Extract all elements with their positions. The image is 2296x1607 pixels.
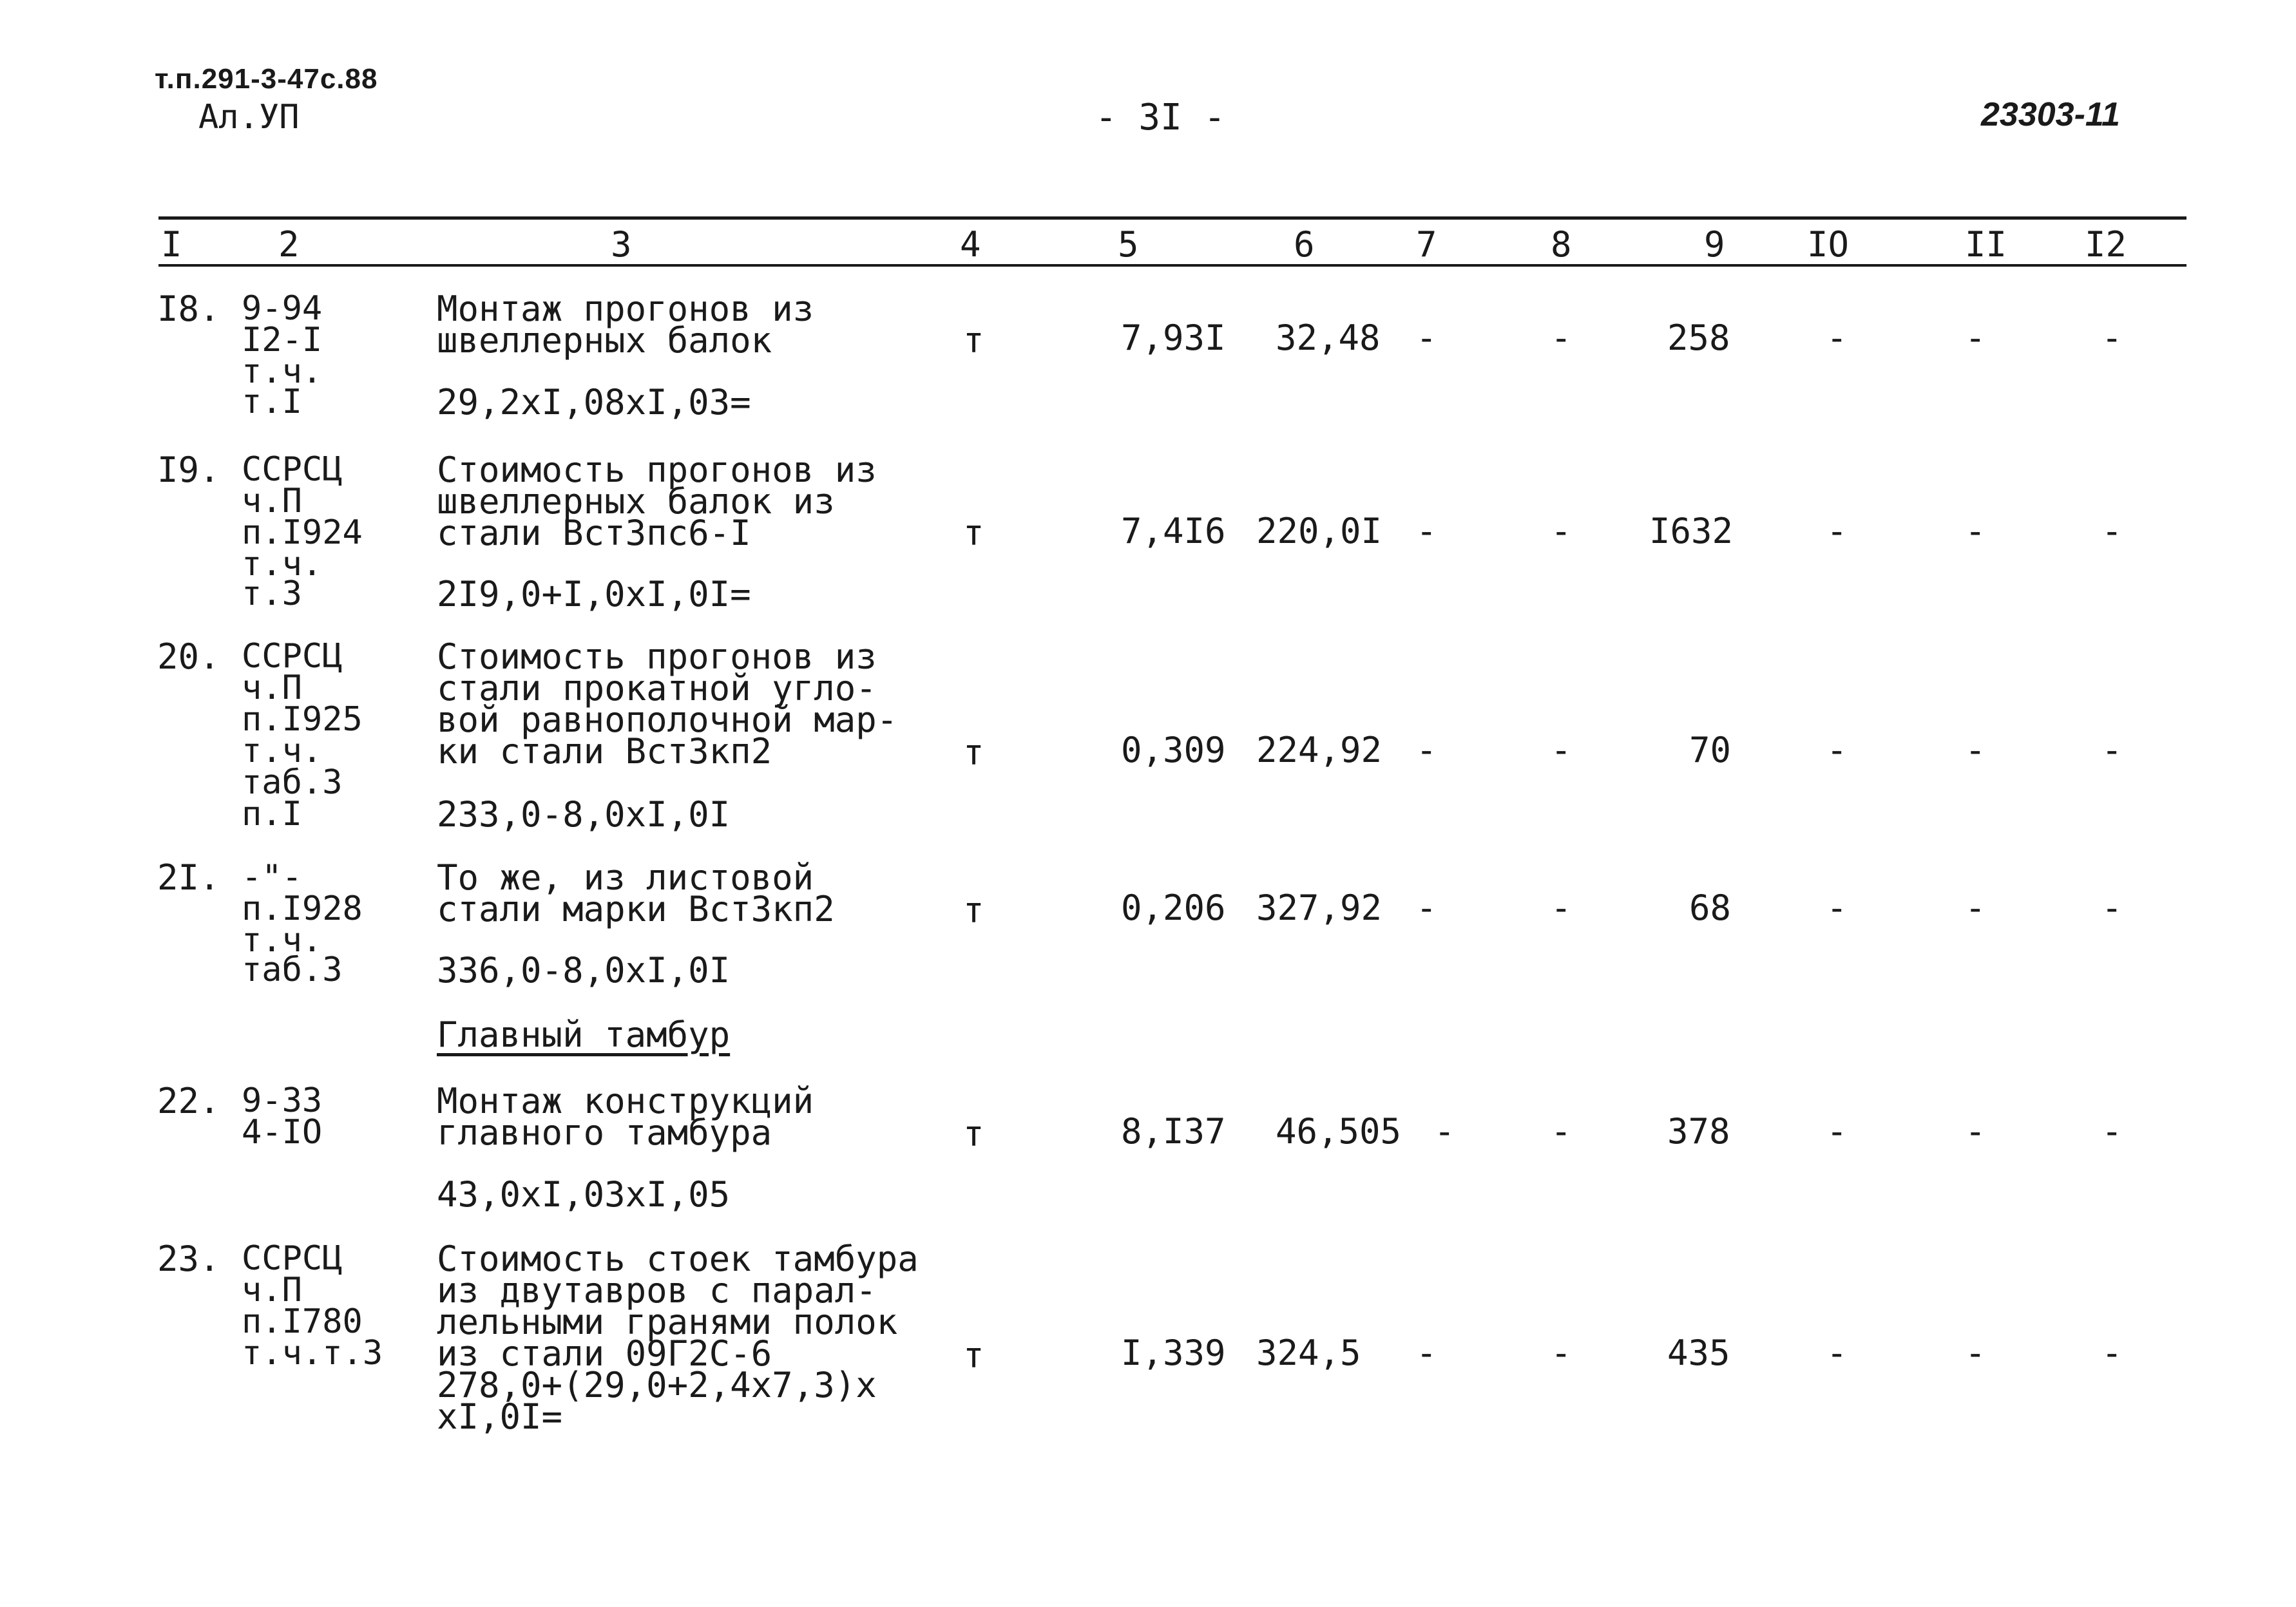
col7-cell: - [1416,730,1437,770]
row-number: I9. [157,450,220,490]
calculation-line: 43,0хI,03хI,05 [437,1174,731,1215]
column-header: 5 [1118,224,1139,265]
col8-cell: - [1551,1111,1572,1152]
norm-code-line: п.I [242,795,302,833]
price-cell: 46,505 [1276,1111,1402,1152]
col10-cell: - [1826,730,1848,770]
norm-code-line: т.ч.т.3 [242,1334,383,1373]
quantity-cell: 7,4I6 [1121,511,1226,551]
col10-cell: - [1826,1111,1848,1152]
row-number: 2I. [157,857,220,898]
quantity-cell: 7,93I [1121,318,1226,358]
norm-code-line: п.I925 [242,700,363,739]
column-header: 7 [1416,224,1437,265]
col8-cell: - [1551,1333,1572,1373]
col8-cell: - [1551,511,1572,551]
description-line: главного тамбура [437,1112,772,1153]
col10-cell: - [1826,888,1848,928]
col12-cell: - [2101,730,2123,770]
norm-code-line: таб.3 [242,951,343,989]
col12-cell: - [2101,511,2123,551]
row-number: 22. [157,1081,220,1121]
calculation-line: хI,0I= [437,1396,563,1437]
norm-code-line: ч.П [242,1271,302,1309]
col11-cell: - [1965,1111,1986,1152]
quantity-cell: 0,309 [1121,730,1226,770]
price-cell: 32,48 [1276,318,1381,358]
unit-cell: т [963,513,984,553]
col10-cell: - [1826,318,1848,358]
norm-code-line: т.3 [242,575,302,613]
unit-cell: т [963,1114,984,1154]
norm-code-line: т.ч. [242,352,323,391]
column-header: I2 [2085,224,2127,265]
description-line: стали марки Вст3кп2 [437,889,835,929]
norm-code-line: ССРСЦ [242,1239,343,1278]
description-line: из двутавров с парал- [437,1270,877,1311]
norm-code-line: п.I780 [242,1302,363,1341]
album-label: Ал.УП [198,98,300,137]
col7-cell: - [1416,888,1437,928]
norm-code-line: ч.П [242,669,302,707]
description-line: стали Вст3пс6-I [437,513,751,553]
calculation-line: 233,0-8,0хI,0I [437,794,731,835]
col8-cell: - [1551,730,1572,770]
norm-code-line: п.I924 [242,513,363,552]
column-header: 2 [278,224,300,265]
unit-cell: т [963,1335,984,1376]
norm-code-line: п.I928 [242,889,363,928]
col12-cell: - [2101,1111,2123,1152]
column-header: 4 [960,224,981,265]
norm-code-line: 4-IO [242,1113,323,1152]
norm-code-line: ССРСЦ [242,450,343,489]
price-cell: 327,92 [1256,888,1382,928]
col7-cell: - [1434,1111,1455,1152]
col8-cell: - [1551,888,1572,928]
row-number: 23. [157,1239,220,1279]
norm-code-line: 9-33 [242,1081,323,1120]
unit-cell: т [963,732,984,773]
col8-cell: - [1551,318,1572,358]
norm-code-line: т.ч. [242,921,323,960]
norm-code-line: т.ч. [242,545,323,584]
description-line: из стали 09Г2С-6 [437,1333,772,1374]
description-line: стали прокатной угло- [437,668,877,708]
col11-cell: - [1965,888,1986,928]
col10-cell: - [1826,511,1848,551]
norm-code-line: ССРСЦ [242,637,343,676]
description-line: Монтаж прогонов из [437,289,814,329]
price-cell: 220,0I [1256,511,1382,551]
total-cell: 378 [1667,1111,1730,1152]
description-line: Монтаж конструкций [437,1081,814,1121]
description-line: лельными гранями полок [437,1302,898,1342]
column-header: 9 [1704,224,1725,265]
col7-cell: - [1416,1333,1437,1373]
calculation-line: 2I9,0+I,0хI,0I= [437,574,751,614]
col12-cell: - [2101,1333,2123,1373]
price-cell: 224,92 [1256,730,1382,770]
row-number: I8. [157,289,220,329]
col12-cell: - [2101,888,2123,928]
norm-code-line: таб.3 [242,763,343,802]
quantity-cell: 0,206 [1121,888,1226,928]
norm-code-line: т.ч. [242,732,323,770]
column-header: 3 [611,224,632,265]
description-line: Стоимость прогонов из [437,636,877,677]
column-header: 6 [1294,224,1315,265]
column-header: II [1965,224,2007,265]
total-cell: 70 [1689,730,1732,770]
table-top-rule [158,216,2186,220]
calculation-line: 29,2хI,08хI,03= [437,382,751,423]
total-cell: I632 [1649,511,1734,551]
total-cell: 68 [1689,888,1732,928]
column-header: 8 [1551,224,1572,265]
description-line: Стоимость стоек тамбура [437,1239,919,1279]
calculation-line: 336,0-8,0хI,0I [437,950,731,991]
document-code: т.п.291-3-47с.88 [155,63,378,95]
col7-cell: - [1416,318,1437,358]
description-line: То же, из листовой [437,857,814,898]
inventory-number: 23303-11 [1981,96,2120,133]
price-cell: 324,5 [1256,1333,1361,1373]
description-line: швеллерных балок из [437,481,835,522]
table-header-rule [158,264,2186,267]
column-header: I [161,224,182,265]
col11-cell: - [1965,1333,1986,1373]
section-heading: Главный тамбур [437,1014,731,1055]
description-line: вой равнополочной мар- [437,699,898,740]
norm-code-line: 9-94 [242,289,323,328]
col11-cell: - [1965,318,1986,358]
col11-cell: - [1965,730,1986,770]
norm-code-line: ч.П [242,482,302,520]
calculation-line: 278,0+(29,0+2,4х7,3)х [437,1365,877,1405]
norm-code-line: -"- [242,858,302,897]
row-number: 20. [157,636,220,677]
norm-code-line: т.I [242,383,302,421]
page-number: - 3I - [1095,97,1226,138]
description-line: Стоимость прогонов из [437,450,877,490]
col7-cell: - [1416,511,1437,551]
col11-cell: - [1965,511,1986,551]
unit-cell: т [963,320,984,361]
norm-code-line: I2-I [242,321,323,359]
total-cell: 258 [1667,318,1730,358]
col12-cell: - [2101,318,2123,358]
description-line: ки стали Вст3кп2 [437,731,772,772]
description-line: швеллерных балок [437,320,772,361]
unit-cell: т [963,890,984,931]
total-cell: 435 [1667,1333,1730,1373]
column-header: IO [1807,224,1850,265]
quantity-cell: I,339 [1121,1333,1226,1373]
quantity-cell: 8,I37 [1121,1111,1226,1152]
col10-cell: - [1826,1333,1848,1373]
